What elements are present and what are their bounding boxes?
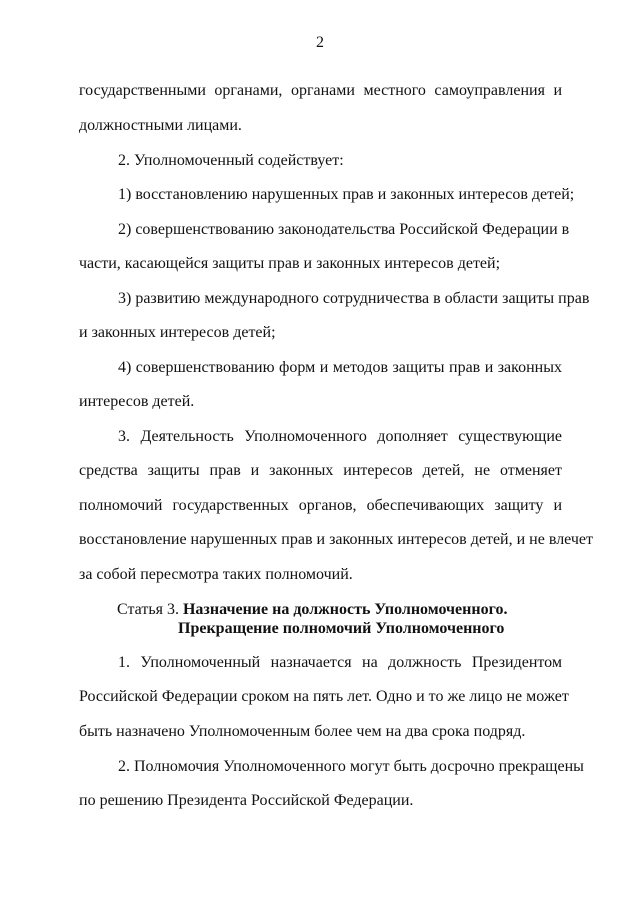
text-line: 2. Полномочия Уполномоченного могут быть досрочно прекращены xyxy=(118,758,584,775)
text-line: Российской Федерации сроком на пять лет. Одно и то же лицо не может xyxy=(79,688,569,705)
article-title-line2: Прекращение полномочий Уполномоченного xyxy=(178,620,505,637)
text-line: по решению Президента Российской Федерации. xyxy=(79,792,414,809)
text-line: интересов детей. xyxy=(79,393,195,410)
text-line: 2) совершенствованию законодательства Российской Федерации в xyxy=(118,221,570,238)
text-line: государственными органами, органами местного самоуправления и xyxy=(79,82,562,99)
text-line: 1) восстановлению нарушенных прав и законных интересов детей; xyxy=(118,186,575,203)
text-line: быть назначено Уполномоченным более чем на два срока подряд. xyxy=(79,723,526,740)
text-line: восстановление нарушенных прав и законных интересов детей, и не влечет xyxy=(79,531,594,548)
text-line: 3. Деятельность Уполномоченного дополняет существующие xyxy=(118,428,562,445)
article-prefix: Статья 3. xyxy=(117,601,179,618)
text-line: и законных интересов детей; xyxy=(79,324,276,341)
text-line: 4) совершенствованию форм и методов защиты прав и законных xyxy=(118,359,562,376)
text-line: должностными лицами. xyxy=(79,117,242,134)
article-heading xyxy=(117,600,507,620)
text-line: 2. Уполномоченный содействует: xyxy=(118,152,344,169)
text-line: средства защиты прав и законных интересов детей, не отменяет xyxy=(79,462,562,479)
text-line: части, касающейся защиты прав и законных интересов детей; xyxy=(79,255,501,272)
page-number: 2 xyxy=(316,34,324,51)
text-line: за собой пересмотра таких полномочий. xyxy=(79,566,353,583)
article-title-line1: Назначение на должность Уполномоченного. xyxy=(182,601,508,618)
text-line: 3) развитию международного сотрудничества в области защиты прав xyxy=(118,290,590,307)
text-line: 1. Уполномоченный назначается на должность Президентом xyxy=(118,654,562,671)
text-line: полномочий государственных органов, обеспечивающих защиту и xyxy=(79,497,562,514)
article-heading-line2 xyxy=(178,619,504,639)
